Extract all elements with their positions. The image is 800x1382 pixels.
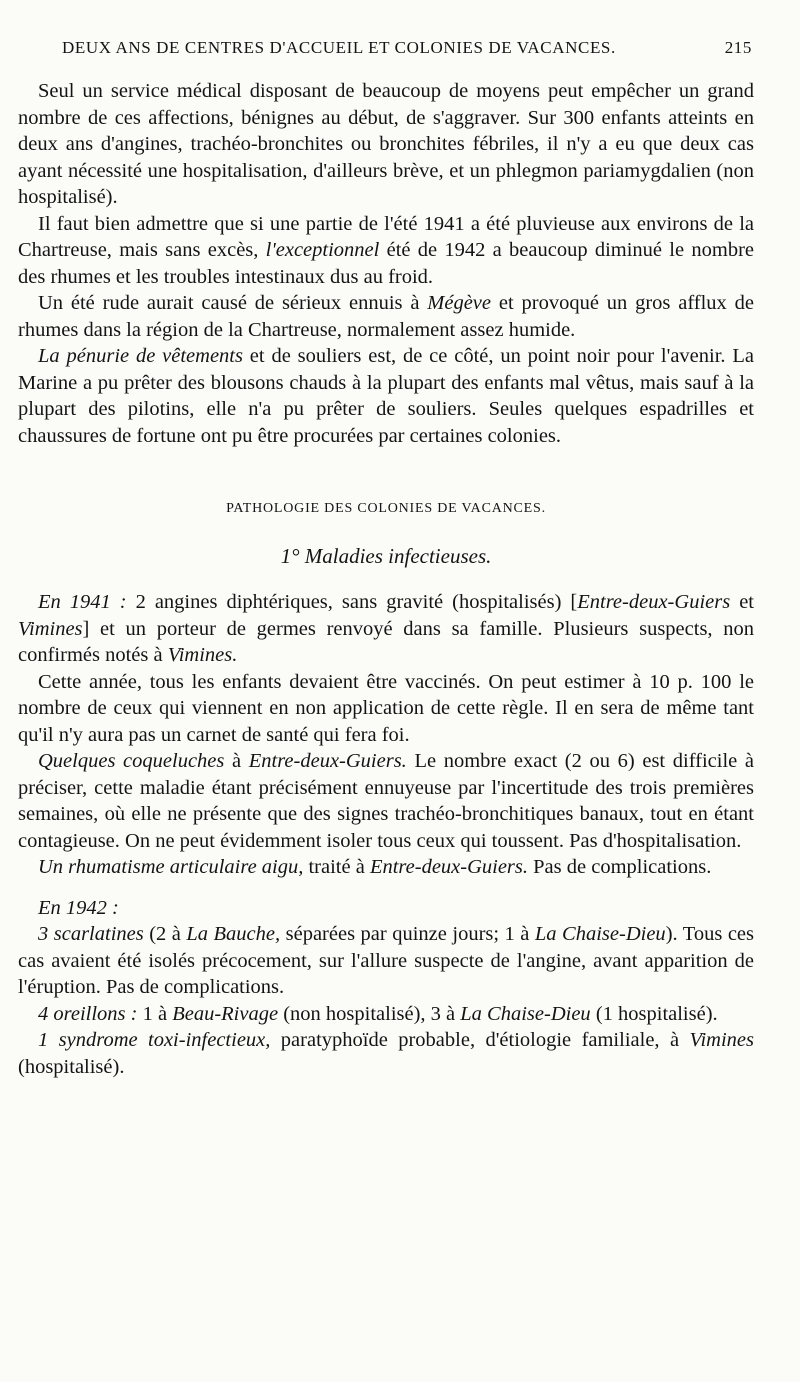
text-run: (2 à: [143, 923, 187, 945]
page-body: [18, 78, 754, 1080]
paragraph-1941-whooping-cough: [18, 748, 754, 854]
paragraph-clothing-shortage: [18, 343, 754, 449]
text-run: (hospitalisé).: [18, 1055, 125, 1078]
year-label-1941: En 1941 :: [38, 591, 127, 613]
text-run: et de souliers est, de ce côté, un point noir pour l'avenir. La Marine a pu prêter des blousons chauds à la plupart des enfants mal vêtus, mais sauf à la plupart des pilotins, elle n'a pu prêter de souliers. Seules quelques espadrilles et chaussures de fortune ont pu être procurées par certaines colonies.: [18, 345, 754, 447]
emphasis: La pénurie de vêtements: [38, 345, 243, 367]
text-run: Pas de complications.: [528, 856, 712, 878]
subsection-title: 1° Maladies infectieuses.: [280, 543, 492, 568]
spacer: [18, 881, 754, 895]
paragraph-medical-service: Seul un service médical disposant de beaucoup de moyens peut empêcher un grand nombre de ces affections, bénignes au début, de s'aggraver. Sur 300 enfants atteints en deux ans d'angines, trachéo-bronchites ou bronchites fébriles, il n'y a eu que deux cas ayant nécessité une hospitalisation, d'ailleurs brève, et un phlegmon pariamygdalien (non hospitalisé).: [18, 80, 754, 208]
text-run: (1 hospitalisé).: [590, 1002, 718, 1025]
text-run: ). Tous ces cas avaient été isolés précocement, sur l'allure suspecte de l'angine, avant apparition de l'éruption. Pas de complications.: [18, 923, 755, 998]
text-run: 2 angines diphtériques, sans gravité (hospitalisés) [: [126, 591, 578, 613]
place-name: Vimines.: [167, 644, 238, 666]
emphasis: l'exceptionnel: [265, 239, 380, 261]
text-run: Un été rude aurait causé de sérieux ennuis à: [38, 292, 428, 314]
text-run: traité à: [303, 856, 370, 878]
text-run: et: [730, 591, 754, 613]
text-run: paratyphoïde probable, d'étiologie familiale, à: [270, 1029, 690, 1051]
running-title: DEUX ANS DE CENTRES D'ACCUEIL ET COLONIES DE VACANCES.: [62, 38, 616, 57]
emphasis: 1 syndrome toxi-infectieux,: [38, 1029, 271, 1051]
place-name: Beau-Rivage: [172, 1002, 279, 1025]
text-run: Il faut bien admettre que si une partie de l'été 1941 a été pluvieuse aux environs de la Chartreuse, mais sans excès,: [18, 212, 754, 261]
paragraph-weather-1941-1942: [18, 211, 754, 291]
paragraph-1942-scarlet-fever: [18, 921, 754, 1001]
emphasis: 4 oreillons :: [38, 1002, 138, 1025]
paragraph-1941-rheumatism: [18, 854, 754, 881]
place-name: Vimines: [689, 1029, 754, 1051]
paragraph-1941-vaccination: Cette année, tous les enfants devaient être vaccinés. On peut estimer à 10 p. 100 le nombre de ceux qui viennent en non application de cette règle. Il en sera de même tant qu'il n'y aura pas un carnet de santé qui fera foi.: [18, 670, 754, 746]
paragraph-1942-toxi-infectious: [18, 1027, 754, 1080]
place-name: Entre-deux-Guiers: [577, 591, 731, 613]
page-number: 215: [724, 38, 752, 57]
emphasis: 3 scarlatines: [38, 923, 144, 945]
place-name: Vimines: [18, 617, 83, 640]
paragraph-rude-summer: [18, 290, 754, 343]
text-run: (non hospitalisé), 3 à: [278, 1002, 461, 1025]
place-name: Entre-deux-Guiers.: [248, 750, 407, 772]
place-name: La Chaise-Dieu: [534, 923, 666, 945]
paragraph-1941-diphtheria: [18, 589, 754, 669]
text-run: été de 1942 a beaucoup diminué le nombre des rhumes et les troubles intestinaux dus au froid.: [18, 239, 754, 288]
year-label-text: En 1942 :: [38, 896, 119, 919]
text-run: et provoqué un gros afflux de rhumes dans la région de la Chartreuse, normalement assez humide.: [18, 292, 754, 341]
place-name: La Chaise-Dieu: [460, 1002, 591, 1025]
paragraph-1942-mumps: [18, 1001, 754, 1028]
text-run: ] et un porteur de germes renvoyé dans sa famille. Plusieurs suspects, non confirmés notés à: [18, 617, 754, 666]
running-header: [62, 38, 752, 58]
place-name: Mégève: [427, 292, 492, 314]
text-run: 1 à: [137, 1002, 173, 1025]
section-title: PATHOLOGIE DES COLONIES DE VACANCES.: [226, 501, 546, 516]
year-label-1942: [18, 895, 754, 922]
emphasis: Un rhumatisme articulaire aigu,: [38, 856, 304, 878]
text-run: séparées par quinze jours; 1 à: [280, 923, 535, 945]
place-name: Entre-deux-Guiers.: [369, 856, 529, 878]
emphasis: Quelques coqueluches: [38, 750, 225, 772]
place-name: La Bauche,: [186, 923, 281, 945]
text-run: Le nombre exact (2 ou 6) est difficile à préciser, cette maladie étant précisément ennuyeuse par l'incertitude des trois premières semaines, où elle ne présente que des signes trachéo-bronchitiques banaux, tout en étant contagieuse. On ne peut évidemment isoler tous ceux qui toussent. Pas d'hospitalisation.: [18, 750, 754, 852]
text-run: à: [224, 750, 249, 772]
